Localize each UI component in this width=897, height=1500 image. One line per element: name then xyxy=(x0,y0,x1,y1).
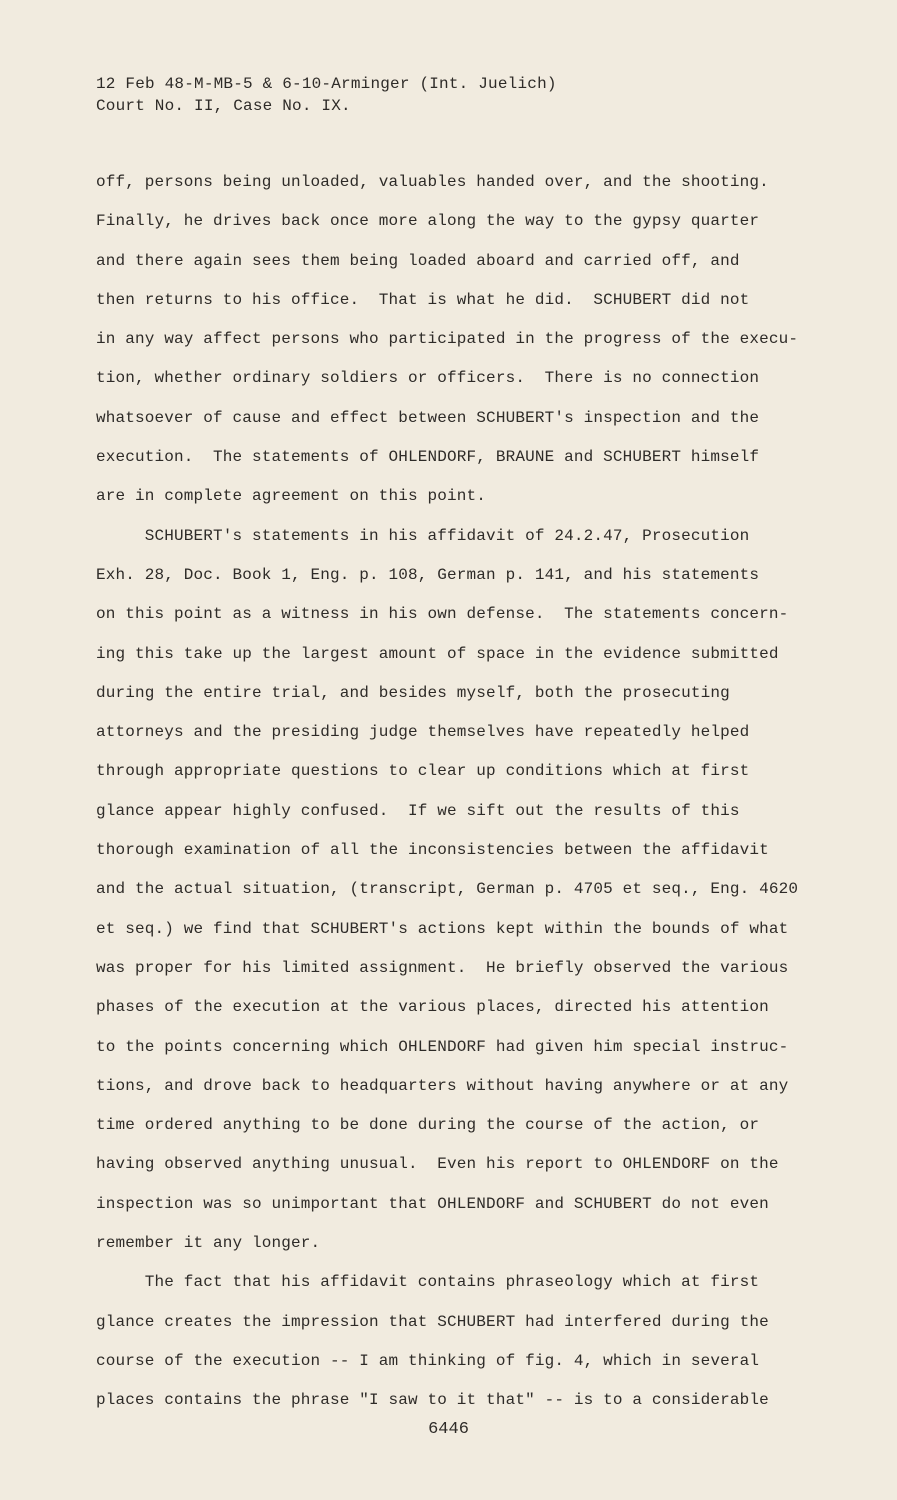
text-line: are in complete agreement on this point. xyxy=(96,487,487,506)
document-header xyxy=(96,73,557,117)
text-line: Exh. 28, Doc. Book 1, Eng. p. 108, German p. 141, and his statements xyxy=(96,565,760,584)
text-line: attorneys and the presiding judge themselves have repeatedly helped xyxy=(96,723,750,742)
text-line: through appropriate questions to clear up conditions which at first xyxy=(96,762,750,781)
text-line: whatsoever of cause and effect between SCHUBERT's inspection and the xyxy=(96,408,760,427)
text-line: SCHUBERT's statements in his affidavit of 24.2.47, Prosecution xyxy=(96,526,750,545)
text-line: to the points concerning which OHLENDORF had given him special instruc- xyxy=(96,1037,789,1056)
text-line: glance appear highly confused. If we sift out the results of this xyxy=(96,801,740,820)
text-line: on this point as a witness in his own defense. The statements concern- xyxy=(96,605,789,624)
text-line: execution. The statements of OHLENDORF, BRAUNE and SCHUBERT himself xyxy=(96,448,760,467)
text-line: off, persons being unloaded, valuables handed over, and the shooting. xyxy=(96,173,769,191)
paragraph xyxy=(96,171,801,525)
text-line: et seq.) we find that SCHUBERT's actions kept within the bounds of what xyxy=(96,919,789,938)
header-line-2: Court No. II, Case No. IX. xyxy=(96,97,351,115)
text-line: The fact that his affidavit contains phraseology which at first xyxy=(96,1273,760,1292)
header-line-1: 12 Feb 48-M-MB-5 & 6-10-Arminger (Int. Juelich) xyxy=(96,75,557,93)
text-line: during the entire trial, and besides myself, both the prosecuting xyxy=(96,683,730,702)
text-line: course of the execution -- I am thinking of fig. 4, which in several xyxy=(96,1351,760,1370)
text-line: was proper for his limited assignment. He briefly observed the various xyxy=(96,958,789,977)
text-line: and there again sees them being loaded aboard and carried off, and xyxy=(96,251,740,270)
text-line: ing this take up the largest amount of space in the evidence submitted xyxy=(96,644,779,663)
text-line: having observed anything unusual. Even his report to OHLENDORF on the xyxy=(96,1155,779,1174)
text-line: and the actual situation, (transcript, German p. 4705 et seq., Eng. 4620 xyxy=(96,880,799,899)
paragraph xyxy=(96,525,801,1272)
page-number: 6446 xyxy=(428,1420,469,1439)
text-line: thorough examination of all the inconsistencies between the affidavit xyxy=(96,841,769,860)
text-line: time ordered anything to be done during the course of the action, or xyxy=(96,1116,760,1135)
text-line: tions, and drove back to headquarters without having anywhere or at any xyxy=(96,1076,789,1095)
paragraph xyxy=(96,1271,801,1428)
text-line: phases of the execution at the various places, directed his attention xyxy=(96,998,769,1017)
text-line: glance creates the impression that SCHUBERT had interfered during the xyxy=(96,1312,769,1331)
document-body xyxy=(96,171,801,1429)
text-line: remember it any longer. xyxy=(96,1234,321,1253)
text-line: tion, whether ordinary soldiers or officers. There is no connection xyxy=(96,369,760,388)
text-line: places contains the phrase "I saw to it that" -- is to a considerable xyxy=(96,1391,769,1410)
text-line: Finally, he drives back once more along the way to the gypsy quarter xyxy=(96,212,760,231)
text-line: then returns to his office. That is what he did. SCHUBERT did not xyxy=(96,290,750,309)
text-line: in any way affect persons who participated in the progress of the execu- xyxy=(96,330,799,349)
text-line: inspection was so unimportant that OHLENDORF and SCHUBERT do not even xyxy=(96,1194,769,1213)
